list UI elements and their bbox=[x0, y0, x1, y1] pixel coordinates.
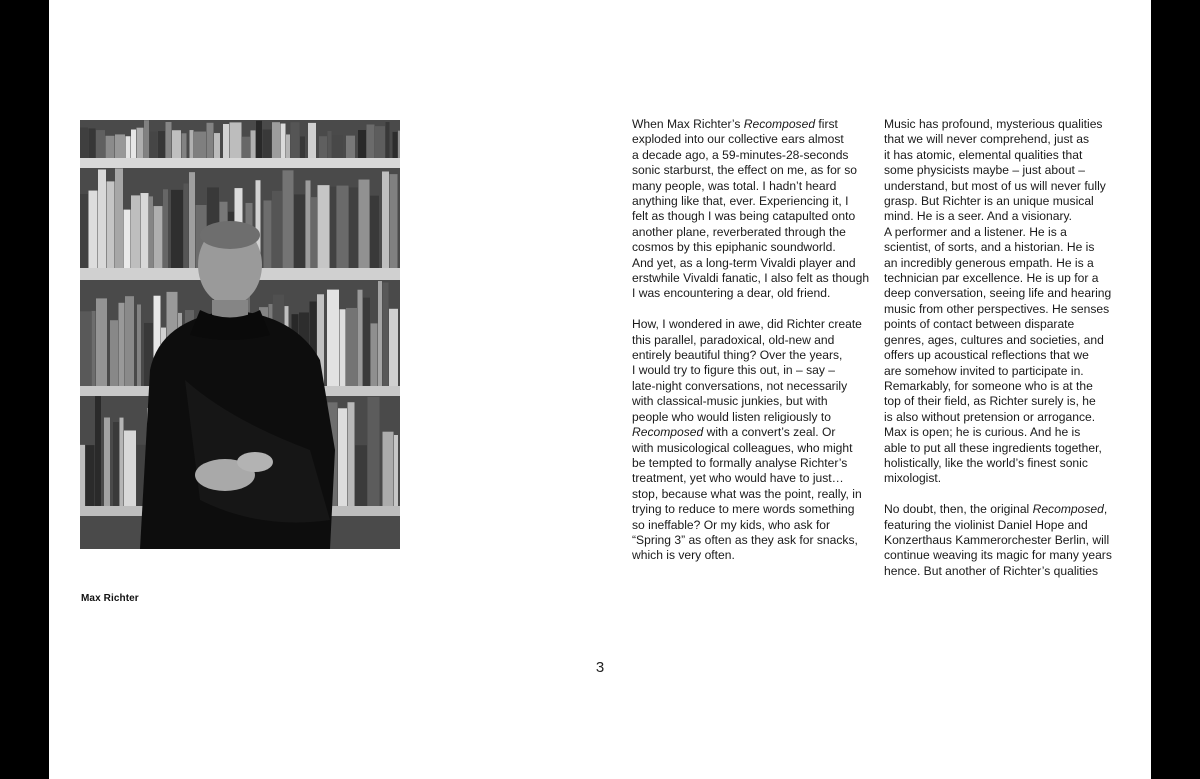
text-line: scientist, of sorts, and a historian. He is bbox=[884, 240, 1095, 255]
text-line: Konzerthaus Kammerorchester Berlin, will bbox=[884, 532, 1110, 547]
portrait-photo-art bbox=[80, 120, 400, 549]
text-line: stop, because what was the point, really, in bbox=[632, 486, 862, 501]
text-line: exploded into our collective ears almost bbox=[632, 132, 844, 147]
text-column-left bbox=[632, 117, 868, 579]
text-line: No doubt, then, the original Recomposed, bbox=[884, 502, 1108, 517]
text-line: erstwhile Vivaldi fanatic, I also felt as though bbox=[632, 271, 870, 286]
text-line: people who would listen religiously to bbox=[632, 409, 831, 424]
text-line: which is very often. bbox=[632, 548, 735, 563]
text-line: mind. He is a seer. And a visionary. bbox=[884, 209, 1072, 224]
text-line: an incredibly generous empath. He is a bbox=[884, 255, 1094, 270]
paragraph bbox=[632, 317, 868, 564]
text-line: hence. But another of Richter’s qualities bbox=[884, 563, 1099, 578]
paragraph bbox=[884, 502, 1120, 579]
text-line: mixologist. bbox=[884, 471, 942, 486]
text-line: are somehow invited to participate in. bbox=[884, 363, 1084, 378]
page-number: 3 bbox=[595, 659, 605, 676]
text-line: holistically, like the world’s finest sonic bbox=[884, 455, 1088, 470]
text-line: some physicists maybe – just about – bbox=[884, 163, 1085, 178]
text-line: with classical-music junkies, but with bbox=[632, 394, 828, 409]
text-line: music from other perspectives. He senses bbox=[884, 301, 1110, 316]
text-line: I was encountering a dear, old friend. bbox=[632, 286, 831, 301]
text-line: able to put all these ingredients together, bbox=[884, 440, 1102, 455]
text-line: “Spring 3” as often as they ask for snacks, bbox=[632, 532, 858, 547]
text-line: featuring the violinist Daniel Hope and bbox=[884, 517, 1088, 532]
text-line: cosmos by this epiphanic soundworld. bbox=[632, 240, 836, 255]
paragraph bbox=[884, 117, 1120, 487]
text-line: genres, ages, cultures and societies, and bbox=[884, 332, 1104, 347]
text-line: trying to reduce to mere words something bbox=[632, 502, 855, 517]
text-line: A performer and a listener. He is a bbox=[884, 224, 1067, 239]
text-line: top of their field, as Richter surely is, he bbox=[884, 394, 1096, 409]
text-line: anything like that, ever. Experiencing it, I bbox=[632, 194, 849, 209]
text-line: technician par excellence. He is up for a bbox=[884, 271, 1099, 286]
text-line: grasp. But Richter is an unique musical bbox=[884, 194, 1094, 209]
text-line: Remarkably, for someone who is at the bbox=[884, 378, 1093, 393]
text-line: entirely beautiful thing? Over the years, bbox=[632, 348, 843, 363]
text-line: Music has profound, mysterious qualities bbox=[884, 117, 1103, 131]
text-line: felt as though I was being catapulted onto bbox=[632, 209, 856, 224]
text-line: this parallel, paradoxical, old-new and bbox=[632, 332, 835, 347]
text-line: understand, but most of us will never fully bbox=[884, 178, 1106, 193]
text-line: it has atomic, elemental qualities that bbox=[884, 147, 1083, 162]
text-line: When Max Richter’s Recomposed first bbox=[632, 117, 838, 131]
text-line: that we will never comprehend, just as bbox=[884, 132, 1090, 147]
text-line: And yet, as a long-term Vivaldi player and bbox=[632, 255, 856, 270]
text-line: points of contact between disparate bbox=[884, 317, 1075, 332]
text-line: Max is open; he is curious. And he is bbox=[884, 425, 1081, 440]
text-line: continue weaving its magic for many years bbox=[884, 548, 1112, 563]
text-line: another plane, reverberated through the bbox=[632, 224, 846, 239]
text-line: Recomposed with a convert’s zeal. Or bbox=[632, 425, 836, 440]
text-line: so ineffable? Or my kids, who ask for bbox=[632, 517, 831, 532]
text-line: be tempted to formally analyse Richter’s bbox=[632, 455, 848, 470]
text-line: offers up acoustical reflections that we bbox=[884, 348, 1089, 363]
text-line: a decade ago, a 59-minutes-28-seconds bbox=[632, 147, 849, 162]
paragraph bbox=[632, 117, 868, 302]
text-line: is also without pretension or arrogance. bbox=[884, 409, 1096, 424]
text-line: many people, was total. I hadn’t heard bbox=[632, 178, 837, 193]
text-line: treatment, yet who would have to just… bbox=[632, 471, 844, 486]
text-line: late-night conversations, not necessarily bbox=[632, 378, 848, 393]
book-page bbox=[49, 0, 1151, 779]
text-line: with musicological colleagues, who might bbox=[632, 440, 853, 455]
portrait-photo bbox=[80, 120, 400, 549]
text-line: sonic starburst, the effect on me, as for so bbox=[632, 163, 857, 178]
text-column-right bbox=[884, 117, 1120, 595]
text-line: How, I wondered in awe, did Richter create bbox=[632, 317, 862, 332]
photo-caption: Max Richter bbox=[81, 593, 139, 604]
text-line: I would try to figure this out, in – say – bbox=[632, 363, 836, 378]
text-line: deep conversation, seeing life and hearing bbox=[884, 286, 1112, 301]
